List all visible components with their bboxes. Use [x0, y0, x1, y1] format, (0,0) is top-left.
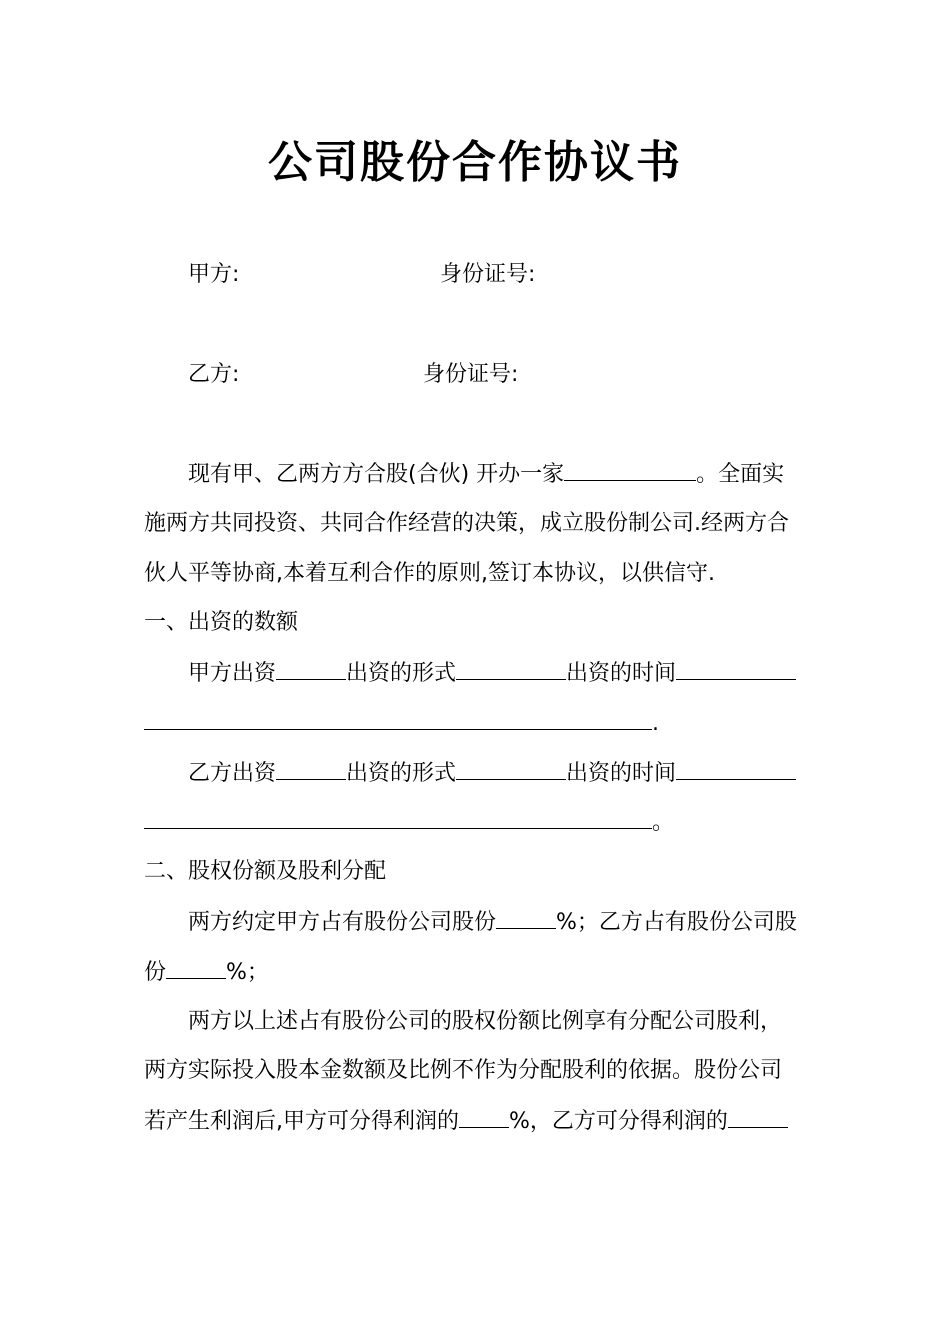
share-line-1	[188, 906, 797, 939]
a-invest-label: 甲方出资	[188, 661, 277, 686]
intro-line-1-end: 。全面实	[696, 462, 785, 487]
a-share-blank	[496, 906, 556, 929]
a-time-blank-continued	[144, 707, 652, 730]
share-line-2-text: 份	[144, 960, 167, 985]
party-a-id-label: 身份证号:	[440, 262, 536, 287]
intro-line-1-text: 现有甲、乙两方方合股(合伙) 开办一家	[188, 462, 565, 487]
party-b-investment-continued	[144, 806, 674, 839]
party-b-label: 乙方:	[188, 362, 240, 387]
a-time-blank	[676, 657, 796, 680]
a-amount-blank	[276, 657, 346, 680]
profit-line-3-text: 若产生利润后,甲方可分得利润的	[144, 1109, 459, 1134]
b-time-blank-continued	[144, 806, 652, 829]
share-line-1-text: 两方约定甲方占有股份公司股份	[188, 910, 497, 935]
a-time-label: 出资的时间	[566, 661, 677, 686]
profit-line-1: 两方以上述占有股份公司的股权份额比例享有分配公司股利，	[188, 1009, 783, 1034]
b-time-blank	[676, 757, 796, 780]
party-a-investment-continued	[144, 707, 659, 740]
a-form-label: 出资的形式	[346, 661, 457, 686]
a-form-blank	[456, 657, 566, 680]
intro-line-1	[188, 458, 784, 491]
share-line-2	[144, 956, 269, 989]
b-form-blank	[456, 757, 566, 780]
b-time-label: 出资的时间	[566, 761, 677, 786]
company-name-blank	[564, 458, 696, 481]
b-end-mark: 。	[652, 810, 675, 835]
document-title: 公司股份合作协议书	[268, 137, 682, 188]
b-profit-blank	[728, 1105, 788, 1128]
share-line-1-end: %；乙方占有股份公司股	[556, 910, 797, 935]
intro-line-2: 施两方共同投资、共同合作经营的决策，成立股份制公司.经两方合	[144, 511, 789, 536]
section-2-heading: 二、股权份额及股利分配	[144, 859, 387, 884]
profit-line-3	[144, 1105, 788, 1138]
intro-line-3: 伙人平等协商,本着互利合作的原则,签订本协议，以供信守.	[144, 561, 715, 586]
profit-line-3-mid: %，乙方可分得利润的	[509, 1109, 728, 1134]
party-b-investment-line	[188, 757, 796, 790]
b-amount-blank	[276, 757, 346, 780]
section-1-heading: 一、出资的数额	[144, 610, 299, 635]
b-share-blank	[166, 956, 226, 979]
b-form-label: 出资的形式	[346, 761, 457, 786]
share-line-2-end: %；	[226, 960, 269, 985]
party-b-id-label: 身份证号:	[423, 362, 519, 387]
a-profit-blank	[459, 1105, 509, 1128]
b-invest-label: 乙方出资	[188, 761, 277, 786]
profit-line-2: 两方实际投入股本金数额及比例不作为分配股利的依据。股份公司	[144, 1058, 783, 1083]
a-end-mark: .	[652, 711, 659, 736]
party-a-investment-line	[188, 657, 796, 690]
party-a-label: 甲方:	[188, 262, 240, 287]
